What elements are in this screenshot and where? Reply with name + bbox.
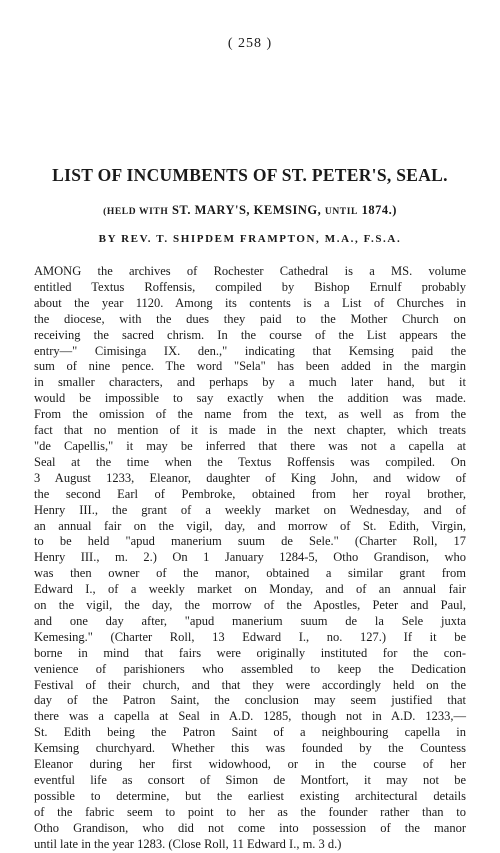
body-line: the diocese, with the dues they paid to the Mother Church on — [34, 311, 466, 326]
body-line: would be impossible to say exactly when the addition was made. — [34, 391, 466, 406]
body-line: AMONG the archives of Rochester Cathedral is a MS. volume — [34, 264, 466, 278]
body-line: Kemsing churchyard. Whether this was founded by the Countess — [34, 741, 466, 756]
body-line: in smaller characters, and perhaps by a much later hand, but it — [34, 375, 466, 390]
body-line: entitled Textus Roffensis, compiled by Bishop Ernulf probably — [34, 279, 466, 294]
article-title: LIST OF INCUMBENTS OF ST. PETER'S, SEAL. — [52, 165, 448, 185]
body-line: on the vigil, the day, the morrow of the Apostles, Peter and Paul, — [34, 598, 466, 613]
body-line: Henry III., m. 2.) On 1 January 1284-5, Otho Grandison, who — [34, 550, 466, 565]
body-line: St. Edith being the Patron Saint of a neighbouring capella in — [34, 725, 466, 740]
body-line: Seal at the time when the Textus Roffensis was compiled. On — [34, 454, 466, 469]
body-line: receiving the sacred chrism. In the course of the List appears the — [34, 327, 466, 342]
body-paragraph — [34, 264, 466, 853]
subtitle-held-with: (HELD WITH — [103, 207, 169, 217]
body-line: fact that no mention of it is made in the next chapter, which treats — [34, 423, 466, 438]
subtitle-year: 1874.) — [357, 203, 397, 217]
body-line: of the fabric seem to point to her as the founder rather than to — [34, 804, 466, 819]
body-line: venience of parishioners who assembled to keep the Dedication — [34, 661, 466, 676]
body-line: borne in mind that fairs were originally instituted for the con- — [34, 645, 466, 660]
body-line: Eleanor during her first widowhood, or in the course of her — [34, 757, 466, 772]
subtitle-church: ST. MARY'S, KEMSING, — [168, 203, 325, 217]
body-line: was then owner of the manor, obtained a similar grant from — [34, 566, 466, 581]
body-line: Kemesing." (Charter Roll, 13 Edward I., no. 127.) If it be — [34, 629, 466, 644]
page-number: ( 258 ) — [227, 36, 273, 51]
body-line: "de Capellis," it may be inferred that there was not a capella at — [34, 438, 466, 453]
body-line: Henry III., the grant of a weekly market on Wednesday, and of — [34, 502, 466, 517]
body-line: the second Earl of Pembroke, obtained from her royal brother, — [34, 486, 466, 501]
author-byline: BY REV. T. SHIPDEM FRAMPTON, M.A., F.S.A. — [98, 233, 402, 245]
body-line: Otho Grandison, who did not come into possession of the manor — [34, 820, 466, 835]
body-line: and one day after, "apud manerium suum de la Sele juxta — [34, 613, 466, 628]
body-line: until late in the year 1283. (Close Roll, 11 Edward I., m. 3 d.) — [34, 836, 342, 851]
body-line: Festival of their church, and that they were accordingly held on the — [34, 677, 466, 692]
article-subtitle — [0, 203, 500, 218]
body-line: 3 August 1233, Eleanor, daughter of King John, and widow of — [34, 470, 466, 485]
body-line: eventful life as consort of Simon de Montfort, it may not be — [34, 773, 466, 787]
body-line: there was a capella at Seal in A.D. 1285, though not in A.D. 1233,— — [34, 709, 466, 724]
body-line: an annual fair on the vigil, day, and morrow of St. Edith, Virgin, — [34, 518, 466, 533]
body-line: entry—" Cimisinga IX. den.," indicating that Kemsing paid the — [34, 343, 466, 358]
body-line: From the omission of the name from the text, as well as from the — [34, 407, 466, 422]
subtitle-until: UNTIL — [324, 207, 358, 217]
body-line: about the year 1120. Among its contents is a List of Churches in — [34, 295, 466, 310]
body-line: sum of nine pence. The word "Sela" has been added in the margin — [34, 359, 466, 374]
body-line: Edward I., of a weekly market on Monday, and of an annual fair — [34, 582, 466, 597]
body-line: day of the Patron Saint, the conclusion may seem justified that — [34, 693, 466, 708]
body-line: possible to determine, but the earliest existing architectural details — [34, 788, 466, 803]
body-line: to be held "apud manerium suum de Sele." (Charter Roll, 17 — [34, 534, 466, 549]
